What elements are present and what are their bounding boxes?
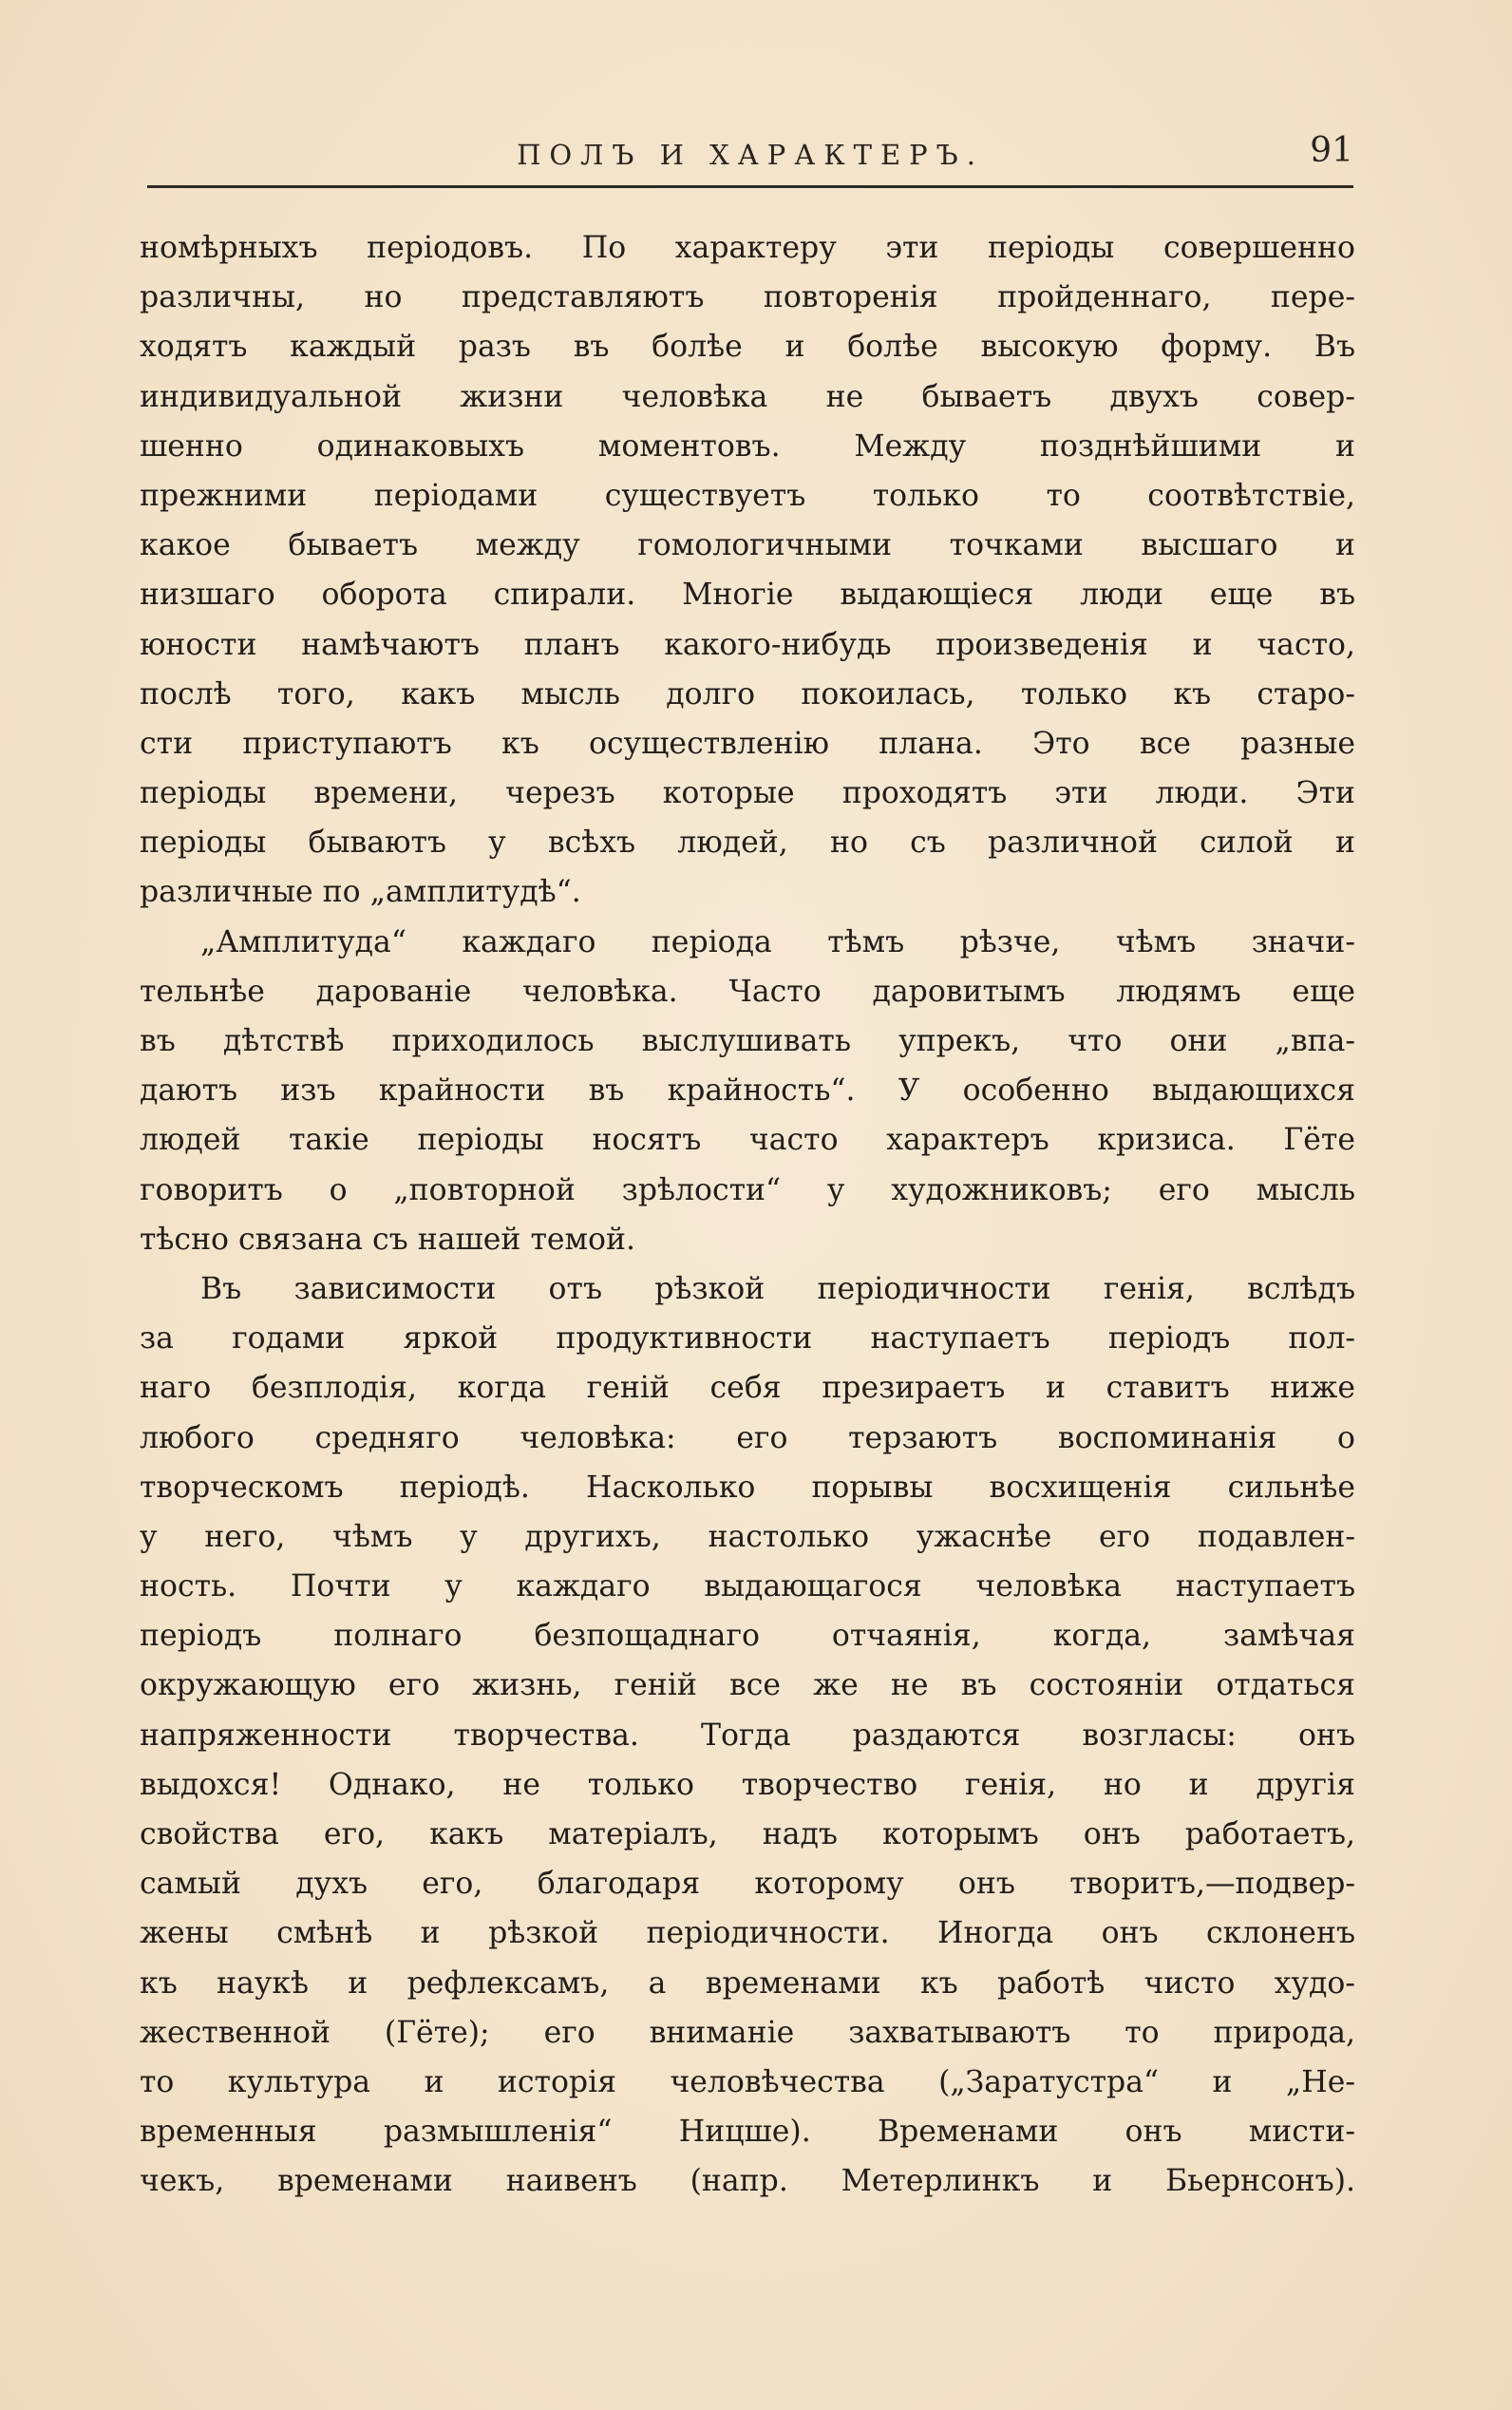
text-line: Въ зависимости отъ рѣзкой періодичности генія, вслѣдъ [200,1271,1355,1306]
text-line: чекъ, временами наивенъ (напр. Метерлинкъ и Бьернсонъ). [140,2164,1355,2199]
text-line: различные по „амплитудѣ“. [140,875,581,910]
page-number: 91 [1310,131,1353,170]
body-text [140,223,1355,2207]
paragraph-2 [140,918,1355,1264]
text-line: окружающую его жизнь, геній все же не въ состояніи отдаться [140,1668,1355,1703]
text-line: выдохся! Однако, не только творчество генія, но и другія [140,1767,1355,1802]
text-line: наго безплодія, когда геній себя презираетъ и ставитъ ниже [140,1371,1355,1406]
text-line: „Амплитуда“ каждаго періода тѣмъ рѣзче, чѣмъ значи- [200,924,1355,959]
text-line: индивидуальной жизни человѣка не бываетъ двухъ совер- [140,379,1355,414]
text-line: любого средняго человѣка: его терзаютъ воспоминанія о [140,1420,1355,1455]
text-line: самый духъ его, благодаря которому онъ творитъ,—подвер- [140,1867,1355,1902]
text-line: сти приступаютъ къ осуществленію плана. Это все разные [140,726,1355,761]
text-line: періодъ полнаго безпощаднаго отчаянія, когда, замѣчая [140,1619,1355,1654]
text-line: ность. Почти у каждаго выдающагося человѣка наступаетъ [140,1569,1355,1604]
text-line: низшаго оборота спирали. Многіе выдающіеся люди еще въ [140,578,1355,613]
text-line: даютъ изъ крайности въ крайность“. У особенно выдающихся [140,1073,1355,1109]
text-line: шенно одинаковыхъ моментовъ. Между позднѣйшими и [140,428,1355,464]
text-line: къ наукѣ и рефлексамъ, а временами къ работѣ чисто худо- [140,1965,1355,2001]
text-line: юности намѣчаютъ планъ какого-нибудь произведенія и часто, [140,627,1355,662]
text-line: прежними періодами существуетъ только то соотвѣтствіе, [140,478,1355,513]
text-line: жественной (Гёте); его вниманіе захватываютъ то природа, [140,2015,1355,2050]
paragraph-3 [140,1264,1355,2207]
text-line: какое бываетъ между гомологичными точками высшаго и [140,528,1355,563]
header-rule [147,185,1353,188]
text-line: тѣсно связана съ нашей темой. [140,1222,635,1257]
text-line: номѣрныхъ періодовъ. По характеру эти періоды совершенно [140,231,1355,265]
text-line: періоды бываютъ у всѣхъ людей, но съ различной силой и [140,825,1355,861]
paragraph-1 [140,223,1355,918]
text-line: жены смѣнѣ и рѣзкой періодичности. Иногда онъ склоненъ [140,1916,1355,1951]
text-line: различны, но представляютъ повторенія пройденнаго, пере- [140,280,1355,315]
text-line: напряженности творчества. Тогда раздаются возгласы: онъ [140,1717,1355,1753]
text-line: тельнѣе дарованіе человѣка. Часто даровитымъ людямъ еще [140,974,1355,1009]
text-line: свойства его, какъ матеріалъ, надъ которымъ онъ работаетъ, [140,1817,1355,1851]
running-title: ПОЛЪ И ХАРАКТЕРЪ. [517,139,984,171]
text-line: творческомъ періодѣ. Насколько порывы восхищенія сильнѣе [140,1470,1355,1505]
text-line: говоритъ о „повторной зрѣлости“ у художниковъ; его мысль [140,1172,1355,1207]
text-line: временныя размышленія“ Ницше). Временами онъ мисти- [140,2115,1355,2150]
text-line: за годами яркой продуктивности наступаетъ періодъ пол- [140,1321,1355,1357]
text-line: въ дѣтствѣ приходилось выслушивать упрекъ, что они „впа- [140,1024,1355,1058]
text-line: у него, чѣмъ у другихъ, настолько ужаснѣе его подавлен- [140,1519,1355,1554]
text-line: періоды времени, черезъ которые проходятъ эти люди. Эти [140,776,1355,811]
text-line: людей такіе періоды носятъ часто характеръ кризиса. Гёте [140,1123,1355,1158]
text-line: послѣ того, какъ мысль долго покоилась, только къ старо- [140,676,1355,712]
text-line: ходятъ каждый разъ въ болѣе и болѣе высокую форму. Въ [140,330,1355,365]
page-header [147,131,1353,180]
text-line: то культура и исторія человѣчества („Заратустра“ и „Не- [140,2064,1355,2099]
